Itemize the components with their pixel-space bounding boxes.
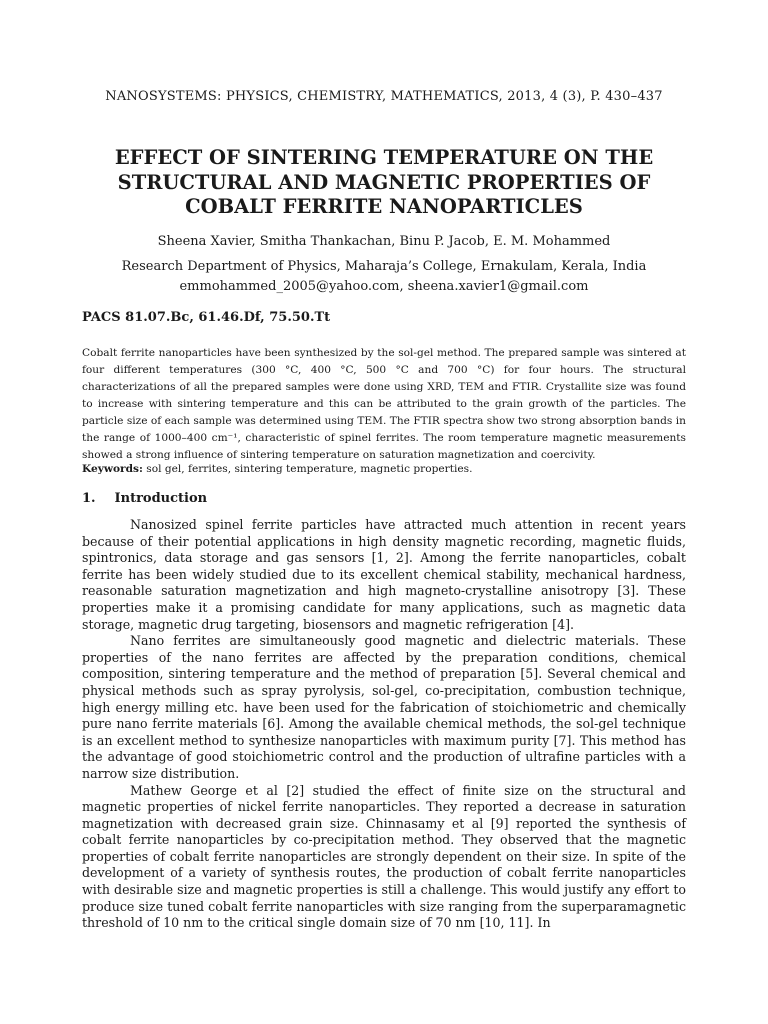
authors: Sheena Xavier, Smitha Thankachan, Binu P. Jacob, E. M. Mohammed xyxy=(157,234,611,249)
section-number: 1. xyxy=(82,491,96,506)
keywords xyxy=(82,463,686,475)
pacs-codes: PACS 81.07.Bc, 61.46.Df, 75.50.Tt xyxy=(82,310,331,325)
title-line-1: EFFECT OF SINTERING TEMPERATURE ON THE xyxy=(114,146,654,169)
abstract: Cobalt ferrite nanoparticles have been synthesized by the sol-gel method. The prepared sample was sintered at four different temperatures (300 °C, 400 °C, 500 °C and 700 °C) for four hours. The structural characterizations of all the prepared samples were done using XRD, TEM and FTIR. Crystallite size was found to increase with sintering temperature and this can be attributed to the grain growth of the particles. The particle size of each sample was determined using TEM. The FTIR spectra show two strong absorption bands in the range of 1000–400 cm⁻¹, characteristic of spinel ferrites. The room temperature magnetic measurements showed a strong influence of sintering temperature on saturation magnetization and coercivity. xyxy=(82,347,686,461)
section-title: Introduction xyxy=(114,491,208,506)
journal-header: NANOSYSTEMS: PHYSICS, CHEMISTRY, MATHEMATICS, 2013, 4 (3), P. 430–437 xyxy=(105,89,663,104)
paragraph: Mathew George et al [2] studied the effect of finite size on the structural and magnetic properties of nickel ferrite nanoparticles. They reported a decrease in saturation magnetization with decreased grain size. Chinnasamy et al [9] reported the synthesis of cobalt ferrite nanoparticles by co-precipitation method. They observed that the magnetic properties of cobalt ferrite nanoparticles are strongly dependent on their size. In spite of the development of a variety of synthesis routes, the production of cobalt ferrite nanoparticles with desirable size and magnetic properties is still a challenge. This would justify any effort to produce size tuned cobalt ferrite nanoparticles with size ranging from the superparamagnetic threshold of 10 nm to the critical single domain size of 70 nm [10, 11]. In xyxy=(82,782,686,931)
section-heading xyxy=(82,491,207,506)
keywords-label: Keywords: xyxy=(82,463,143,475)
keywords-list: sol gel, ferrites, sintering temperature, magnetic properties. xyxy=(146,463,473,475)
author-emails: emmohammed_2005@yahoo.com, sheena.xavier1@gmail.com xyxy=(179,279,589,294)
paragraph: Nano ferrites are simultaneously good magnetic and dielectric materials. These properties of the nano ferrites are affected by the preparation conditions, chemical composition, sintering temperature and the method of preparation [5]. Several chemical and physical methods such as spray pyrolysis, sol-gel, co-precipitation, combustion technique, high energy milling etc. have been used for the fabrication of stoichiometric and chemically pure nano ferrite materials [6]. Among the available chemical methods, the sol-gel technique is an excellent method to synthesize nanoparticles with maximum purity [7]. This method has the advantage of good stoichiometric control and the production of ultrafine particles with a narrow size distribution. xyxy=(82,633,686,781)
title-line-2: STRUCTURAL AND MAGNETIC PROPERTIES OF xyxy=(117,170,651,194)
body-text xyxy=(82,517,686,932)
paper-title xyxy=(82,146,686,220)
affiliation: Research Department of Physics, Maharaja’s College, Ernakulam, Kerala, India xyxy=(121,259,647,274)
title-line-3: COBALT FERRITE NANOPARTICLES xyxy=(185,195,583,218)
paragraph: Nanosized spinel ferrite particles have attracted much attention in recent years because of their potential applications in high density magnetic recording, magnetic fluids, spintronics, data storage and gas sensors [1, 2]. Among the ferrite nanoparticles, cobalt ferrite has been widely studied due to its excellent chemical stability, mechanical hardness, reasonable saturation magnetization and high magneto-crystalline anisotropy [3]. These properties make it a promising candidate for many applications, such as magnetic data storage, magnetic drug targeting, biosensors and magnetic refrigeration [4]. xyxy=(82,517,686,632)
